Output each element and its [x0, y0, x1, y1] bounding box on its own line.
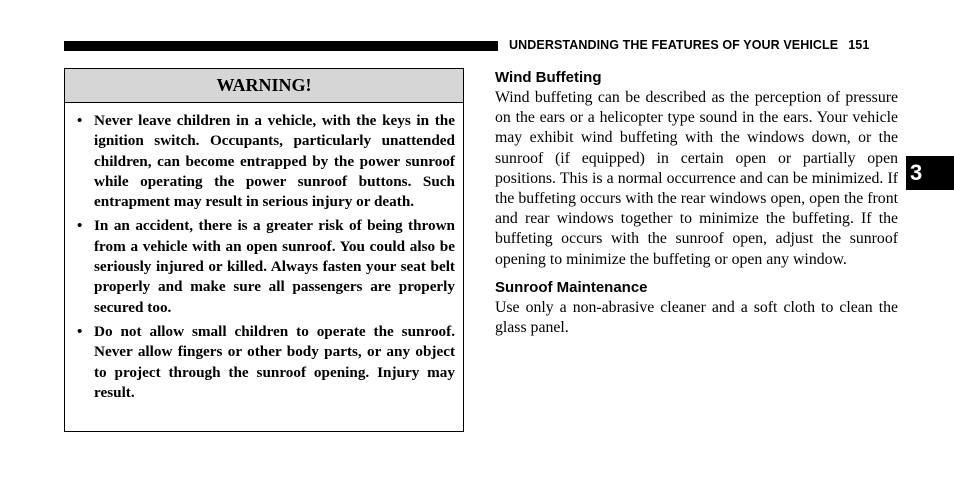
warning-item [75, 111, 455, 212]
header-rule [64, 41, 498, 51]
section-body-wind-buffeting: Wind buffeting can be described as the perception of pressure on the ears or a helicopter type sound in the ears. Your vehicle may exhibit wind buffeting with the windows down, or the sunroof (if equipped) in certain open or partially open positions. This is a normal occurrence and can be minimized. If the buffeting occurs with the rear windows open, open the front and rear windows together to minimize the buffeting. If the buffeting occurs with the sunroof open, adjust the sunroof opening to minimize the buffeting or open any window. [495, 89, 898, 268]
warning-item [75, 322, 455, 403]
bullet-icon: • [77, 217, 83, 235]
bullet-icon: • [77, 112, 83, 129]
bullet-icon: • [77, 322, 83, 340]
warning-title: WARNING! [65, 69, 463, 103]
warning-list [65, 103, 463, 403]
running-header [509, 38, 869, 52]
warning-item-text: Do not allow small children to operate the sunroof. Never allow fingers or other body parts, or any object to project through the sunroof opening. Injury may result. [94, 322, 455, 401]
section-title-wind-buffeting: Wind Buffeting [495, 69, 602, 86]
warning-item [75, 216, 455, 317]
warning-box [64, 68, 464, 432]
warning-item-text: Never leave children in a vehicle, with the keys in the ignition switch. Occupants, particularly unattended children, can become entrapped by the power sunroof while operating the power sunroof buttons. Such entrapment may result in serious injury or death. [94, 112, 455, 211]
section-title-sunroof-maintenance: Sunroof Maintenance [495, 278, 648, 296]
page-number: 151 [848, 38, 870, 52]
running-title: UNDERSTANDING THE FEATURES OF YOUR VEHICLE [509, 38, 839, 52]
main-column [495, 68, 898, 338]
section-body-sunroof-maintenance: Use only a non-abrasive cleaner and a soft cloth to clean the glass panel. [495, 298, 898, 337]
chapter-tab: 3 [906, 156, 954, 190]
warning-item-text: In an accident, there is a greater risk of being thrown from a vehicle with an open sunroof. You could also be seriously injured or killed. Always fasten your seat belt properly and make sure all passengers are properly secured too. [94, 217, 455, 316]
